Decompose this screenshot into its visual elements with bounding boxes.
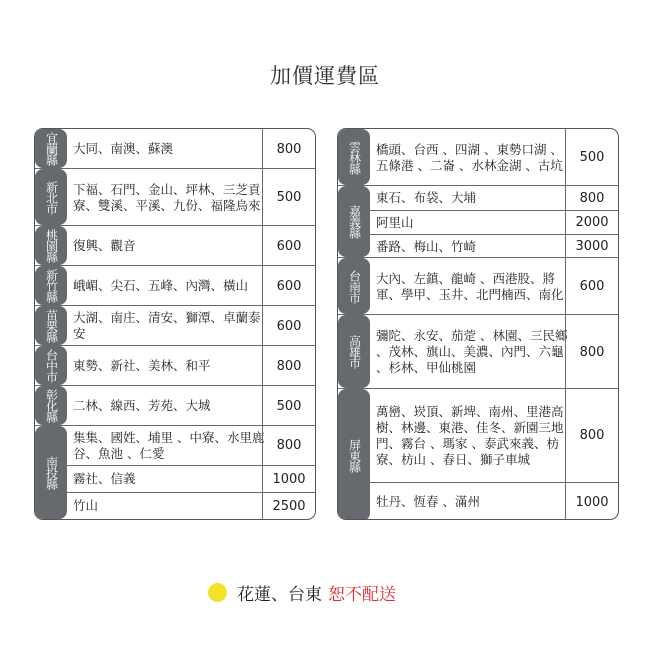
area-list: 萬巒、崁頂、新埤、南州、里港高樹、林邊、東港、佳冬、新園三地門、霧台 、瑪家 、泰武來義、枋寮、枋山 、春日、獅子車城 — [376, 403, 564, 467]
area-list: 阿里山 — [376, 214, 414, 230]
area-list: 橋頭、台西 、四湖 、東勢口湖 、五條港 、二崙 、水林金湖 、古坑 — [376, 141, 563, 173]
county-group-hsinchu — [35, 266, 315, 306]
county-group-new-taipei — [35, 169, 315, 226]
table-row — [67, 306, 315, 346]
area-list: 彌陀、永安、茄萣 、林園、三民鄉 、茂林、旗山、美濃、內門、六龜 、杉林、甲仙桃園 — [376, 328, 568, 375]
fee-cell: 800 — [565, 186, 618, 210]
county-label: 台南市 — [338, 258, 370, 314]
area-list: 大內、左鎮、龍崎 、西港股、將軍、學甲、玉井、北門楠西、南化 — [376, 270, 564, 302]
table-row — [370, 210, 618, 234]
table-row — [370, 389, 618, 482]
county-label: 苗栗縣 — [35, 306, 67, 345]
county-group-miaoli — [35, 306, 315, 346]
area-list: 二林、線西、芳苑、大城 — [73, 398, 211, 413]
county-label: 雲林縣 — [338, 129, 370, 185]
fee-cell: 500 — [565, 129, 618, 186]
county-group-changhua — [35, 386, 315, 426]
fee-cell: 600 — [262, 226, 315, 266]
table-row — [67, 386, 315, 426]
fee-cell: 600 — [262, 306, 315, 346]
table-row — [370, 315, 618, 389]
table-row — [67, 465, 315, 492]
county-label: 高雄市 — [338, 315, 370, 388]
county-group-yunlin — [338, 129, 618, 186]
table-row — [370, 129, 618, 186]
area-list: 番路、梅山、竹崎 — [376, 238, 477, 254]
table-row — [67, 226, 315, 266]
page-title: 加價運費區 — [270, 64, 380, 88]
excluded-regions: 花蓮、台東 — [237, 585, 322, 605]
table-row — [67, 169, 315, 226]
county-group-chiayi — [338, 186, 618, 258]
fee-cell: 1000 — [262, 466, 315, 492]
fee-cell: 600 — [565, 258, 618, 315]
area-list: 霧社、信義 — [73, 471, 136, 486]
no-delivery-notice — [208, 580, 396, 605]
county-label: 新北市 — [35, 169, 67, 225]
table-row — [67, 492, 315, 519]
county-group-taoyuan — [35, 226, 315, 266]
table-row — [370, 186, 618, 210]
county-label: 南投縣 — [35, 426, 67, 519]
county-group-nantou — [35, 426, 315, 519]
county-label: 台中市 — [35, 346, 67, 385]
area-list: 東勢、新社、美林、和平 — [73, 358, 211, 373]
left-shipping-table — [34, 128, 316, 520]
county-label: 新竹縣 — [35, 266, 67, 305]
county-label: 宜蘭縣 — [35, 129, 67, 168]
county-label: 嘉義縣 — [338, 186, 370, 257]
fee-cell: 2500 — [262, 493, 315, 519]
fee-cell: 500 — [262, 386, 315, 426]
fee-cell: 1000 — [565, 483, 618, 520]
fee-cell: 600 — [262, 266, 315, 306]
area-list: 復興、觀音 — [73, 238, 136, 253]
fee-cell: 800 — [565, 389, 618, 482]
fee-cell: 500 — [262, 169, 315, 226]
county-group-pingtung — [338, 389, 618, 520]
table-row — [67, 346, 315, 386]
table-row — [67, 266, 315, 306]
fee-cell: 800 — [565, 315, 618, 389]
area-list: 牡丹、恆春 、滿州 — [376, 494, 480, 509]
right-shipping-table — [337, 128, 619, 520]
table-row — [67, 129, 315, 169]
area-list: 東石、布袋、大埔 — [376, 190, 477, 205]
area-list: 大同、南澳、蘇澳 — [73, 141, 174, 156]
no-delivery-text: 恕不配送 — [328, 585, 396, 605]
county-group-yilan — [35, 129, 315, 169]
area-list: 峨嵋、尖石、五峰、內灣、橫山 — [73, 278, 249, 293]
county-label: 彰化縣 — [35, 386, 67, 425]
fee-cell: 800 — [262, 129, 315, 169]
county-label: 桃園縣 — [35, 226, 67, 265]
area-list: 下福、石門、金山、坪林、三芝貢寮、雙溪、平溪、九份、福隆烏來 — [73, 181, 261, 213]
fee-cell: 3000 — [565, 235, 618, 258]
county-group-taichung — [35, 346, 315, 386]
table-row — [370, 234, 618, 258]
table-row — [370, 482, 618, 520]
area-list: 集集、國姓、埔里 、中寮、水里鹿谷、魚池 、仁愛 — [73, 429, 265, 461]
yellow-dot-icon — [208, 583, 227, 602]
area-list: 竹山 — [73, 498, 99, 513]
county-group-tainan — [338, 258, 618, 315]
table-row — [67, 426, 315, 465]
area-list: 大湖、南庄、清安、獅潭、卓蘭泰安 — [73, 310, 261, 341]
table-row — [370, 258, 618, 315]
county-group-kaohsiung — [338, 315, 618, 389]
fee-cell: 800 — [262, 346, 315, 386]
fee-cell: 800 — [262, 426, 315, 465]
fee-cell: 2000 — [565, 211, 618, 234]
county-label: 屏東縣 — [338, 389, 370, 520]
